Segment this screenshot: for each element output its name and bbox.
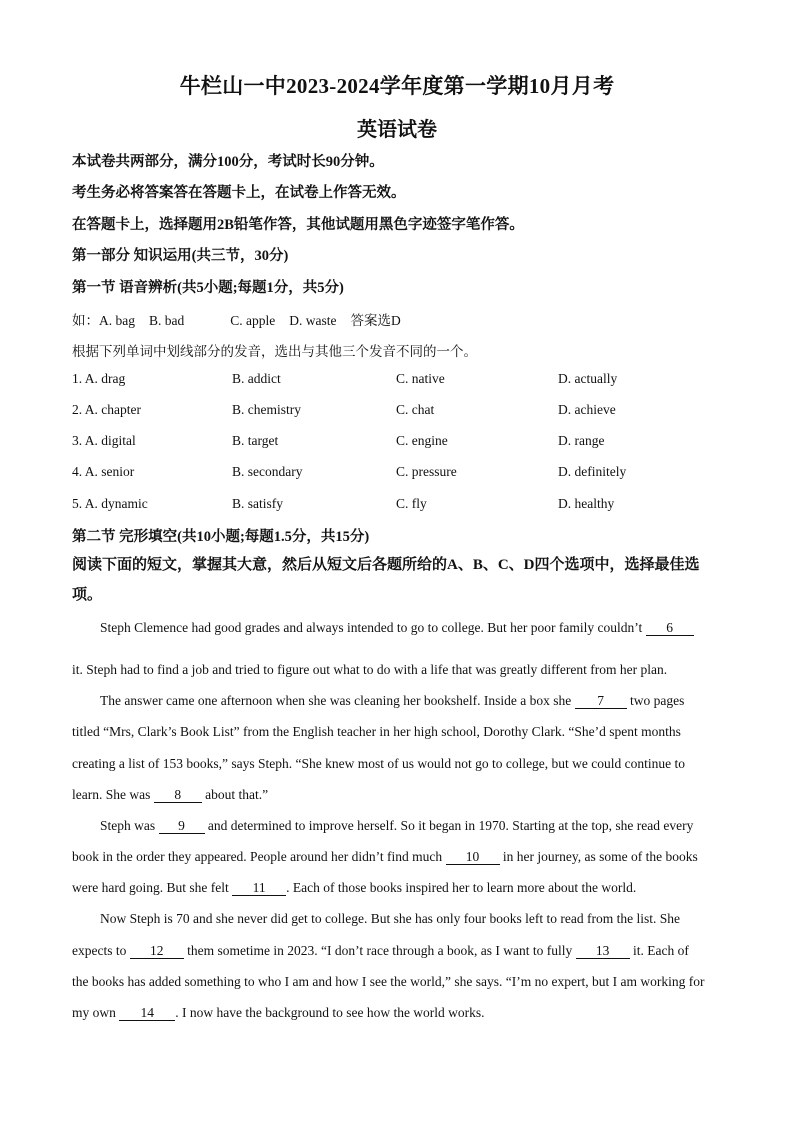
example-answer: 答案选D	[350, 313, 401, 328]
example-option-a: A. bag	[99, 313, 135, 328]
example-prefix: 如：	[72, 313, 99, 328]
example-row	[72, 309, 722, 329]
option-c: C. chat	[396, 402, 435, 417]
option-d: D. range	[558, 433, 605, 448]
passage-line: it. Steph had to find a job and tried to figure out what to do with a life that was greatly different from her plan.	[72, 662, 668, 677]
note-1: 本试卷共两部分，满分100分，考试时长90分钟。	[72, 154, 384, 170]
example-option-b: B. bad	[149, 313, 185, 328]
blank-14: 14	[119, 1006, 175, 1021]
question-row	[72, 402, 722, 420]
passage-line: were hard going. But she felt 11 . Each of those books inspired her to learn more about the world.	[72, 880, 637, 895]
blank-9: 9	[159, 819, 205, 834]
note-2: 考生务必将答案答在答题卡上，在试卷上作答无效。	[72, 185, 406, 201]
option-c: C. engine	[396, 433, 448, 448]
option-a: 3. A. digital	[72, 433, 136, 448]
option-c: C. native	[396, 371, 445, 386]
passage-line: Now Steph is 70 and she never did get to college. But she has only four books left to read from the list. She	[100, 911, 681, 926]
question-row	[72, 433, 722, 451]
blank-8: 8	[154, 788, 202, 803]
option-a: 5. A. dynamic	[72, 496, 148, 511]
passage-line: my own 14 . I now have the background to see how the world works.	[72, 1005, 485, 1020]
passage-line: learn. She was 8 about that.”	[72, 787, 269, 802]
blank-6: 6	[646, 621, 694, 636]
section2-instruction: 阅读下面的短文，掌握其大意，然后从短文后各题所给的A、B、C、D四个选项中，选择最佳选项。	[72, 557, 700, 603]
option-c: C. fly	[396, 496, 427, 511]
option-b: B. satisfy	[232, 496, 284, 511]
option-d: D. achieve	[558, 402, 616, 417]
passage-line: Steph Clemence had good grades and always intended to go to college. But her poor family couldn’t 6	[72, 620, 750, 636]
exam-title: 牛栏山一中2023-2024学年度第一学期10月月考	[179, 74, 615, 98]
passage-line: the books has added something to who I am and how I see the world,” she says. “I’m no expert, but I am working for	[72, 974, 705, 989]
option-b: B. target	[232, 433, 279, 448]
question-row	[72, 371, 722, 389]
section1-heading: 第一节 语音辨析(共5小题;每题1分，共5分)	[72, 280, 344, 296]
note-3: 在答题卡上，选择题用2B铅笔作答，其他试题用黑色字迹签字笔作答。	[72, 217, 524, 233]
option-a: 4. A. senior	[72, 464, 135, 479]
exam-subtitle: 英语试卷	[357, 119, 437, 141]
option-b: B. chemistry	[232, 402, 301, 417]
question-row	[72, 496, 722, 514]
passage-line: creating a list of 153 books,” says Steph. “She knew most of us would not go to college, but we could continue to	[72, 756, 686, 771]
passage-line: expects to 12 them sometime in 2023. “I don’t race through a book, as I want to fully 13 it. Each of	[72, 943, 689, 958]
blank-7: 7	[575, 694, 627, 709]
passage-line: The answer came one afternoon when she was cleaning her bookshelf. Inside a box she 7 two pages	[100, 693, 685, 708]
passage-line: titled “Mrs, Clark’s Book List” from the English teacher in her high school, Dorothy Clark. “She’d spent months	[72, 724, 681, 739]
option-a: 2. A. chapter	[72, 402, 141, 417]
blank-12: 12	[130, 944, 184, 959]
part1-heading: 第一部分 知识运用(共三节，30分)	[72, 248, 289, 264]
option-d: D. healthy	[558, 496, 615, 511]
option-d: D. actually	[558, 371, 618, 386]
option-a: 1. A. drag	[72, 371, 126, 386]
blank-10: 10	[446, 850, 500, 865]
example-option-d: D. waste	[289, 313, 337, 328]
option-d: D. definitely	[558, 464, 627, 479]
example-option-c: C. apple	[230, 313, 276, 328]
option-b: B. addict	[232, 371, 281, 386]
passage-line: Steph was 9 and determined to improve herself. So it began in 1970. Starting at the top, she read every	[100, 818, 694, 833]
option-b: B. secondary	[232, 464, 303, 479]
blank-11: 11	[232, 881, 286, 896]
blank-13: 13	[576, 944, 630, 959]
section2-heading: 第二节 完形填空(共10小题;每题1.5分，共15分)	[72, 529, 370, 545]
option-c: C. pressure	[396, 464, 457, 479]
section1-instruction: 根据下列单词中划线部分的发音，选出与其他三个发音不同的一个。	[72, 344, 477, 359]
question-row	[72, 464, 722, 482]
passage-line: book in the order they appeared. People around her didn’t find much 10 in her journey, as some of the books	[72, 849, 698, 864]
